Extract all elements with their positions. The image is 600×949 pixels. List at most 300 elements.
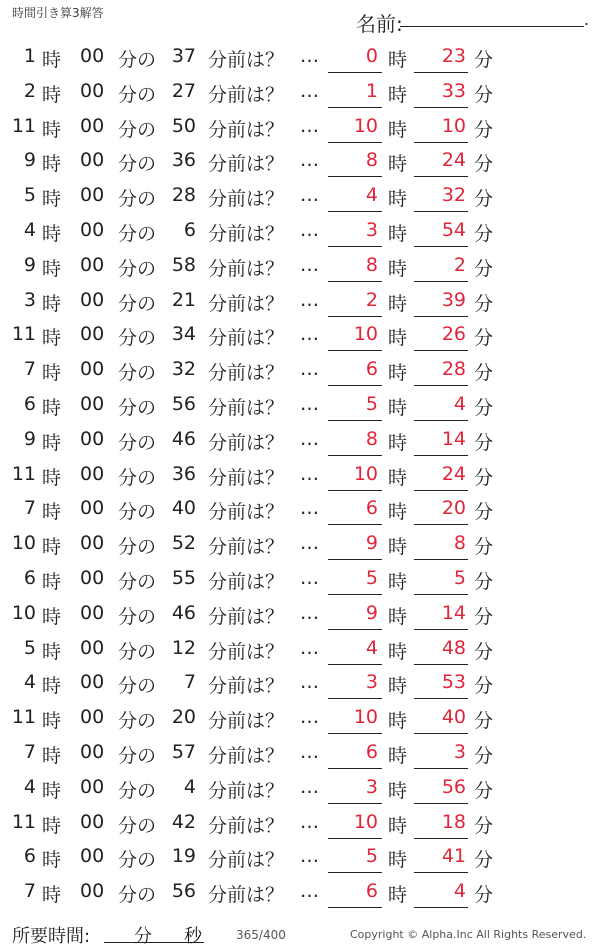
answer-hour-line[interactable]: [328, 142, 382, 143]
answer-minute-line[interactable]: [414, 246, 468, 247]
answer-hour-unit: 時: [388, 292, 408, 315]
minutes-before: 12: [171, 636, 196, 659]
answer-hour-unit: 時: [388, 640, 408, 663]
ellipsis: …: [300, 288, 319, 311]
answer-minute: 33: [441, 79, 466, 102]
ellipsis: …: [300, 392, 319, 415]
answer-hour-unit: 時: [388, 849, 408, 872]
answer-minute-unit: 分: [474, 570, 494, 593]
problem-row: [0, 214, 600, 249]
answer-hour-line[interactable]: [328, 733, 382, 734]
answer-hour-line[interactable]: [328, 246, 382, 247]
answer-minute-unit: 分: [474, 501, 494, 524]
ellipsis: …: [300, 253, 319, 276]
answer-hour: 8: [365, 253, 378, 276]
answer-minute: 14: [441, 601, 466, 624]
minutes-before-label: 分前は？: [208, 744, 285, 767]
answer-hour-unit: 時: [388, 188, 408, 211]
zero-minutes: 00: [80, 601, 105, 624]
minutes-before-label: 分前は？: [208, 222, 285, 245]
ellipsis: …: [300, 218, 319, 241]
ellipsis: …: [300, 79, 319, 102]
answer-hour-unit: 時: [388, 536, 408, 559]
answer-hour-line[interactable]: [328, 490, 382, 491]
problem-row: [0, 736, 600, 771]
minutes-of-label: 分の: [118, 222, 157, 245]
answer-hour: 8: [365, 149, 378, 172]
answer-minute-unit: 分: [474, 188, 494, 211]
problem-row: [0, 318, 600, 353]
answer-minute-unit: 分: [474, 849, 494, 872]
answer-minute: 26: [441, 323, 466, 346]
answer-minute-line[interactable]: [414, 629, 468, 630]
zero-minutes: 00: [80, 636, 105, 659]
answer-hour-line[interactable]: [328, 838, 382, 839]
hour-unit: 時: [42, 257, 62, 280]
problem-row: [0, 40, 600, 75]
minutes-before: 57: [171, 740, 196, 763]
minutes-of-label: 分の: [118, 362, 157, 385]
hour-unit: 時: [42, 222, 62, 245]
zero-minutes: 00: [80, 497, 105, 520]
minutes-before: 36: [171, 462, 196, 485]
zero-minutes: 00: [80, 288, 105, 311]
ellipsis: …: [300, 706, 319, 729]
answer-hour-line[interactable]: [328, 594, 382, 595]
problem-row: [0, 771, 600, 806]
answer-minute: 24: [441, 462, 466, 485]
zero-minutes: 00: [80, 740, 105, 763]
zero-minutes: 00: [80, 671, 105, 694]
problem-row: [0, 527, 600, 562]
zero-minutes: 00: [80, 880, 105, 903]
answer-minute-unit: 分: [474, 675, 494, 698]
minutes-before: 40: [171, 497, 196, 520]
answer-minute: 53: [441, 671, 466, 694]
ellipsis: …: [300, 427, 319, 450]
answer-hour-line[interactable]: [328, 524, 382, 525]
problem-hour: 1: [23, 45, 36, 67]
answer-hour: 3: [365, 775, 378, 798]
problem-hour: 9: [23, 427, 36, 450]
minutes-of-label: 分の: [118, 884, 157, 907]
answer-minute: 18: [441, 810, 466, 833]
minutes-before: 46: [171, 601, 196, 624]
minutes-before: 55: [171, 566, 196, 589]
minutes-of-label: 分の: [118, 675, 157, 698]
answer-hour-line[interactable]: [328, 664, 382, 665]
ellipsis: …: [300, 566, 319, 589]
minutes-of-label: 分の: [118, 570, 157, 593]
answer-hour-unit: 時: [388, 814, 408, 837]
answer-hour-line[interactable]: [328, 872, 382, 873]
answer-hour-line[interactable]: [328, 107, 382, 108]
answer-hour: 6: [365, 358, 378, 381]
answer-minute-unit: 分: [474, 536, 494, 559]
page-number: 365/400: [236, 928, 286, 942]
answer-hour-unit: 時: [388, 222, 408, 245]
problem-row: [0, 144, 600, 179]
answer-minute-line[interactable]: [414, 559, 468, 560]
hour-unit: 時: [42, 779, 62, 802]
answer-hour-unit: 時: [388, 431, 408, 454]
answer-minute: 56: [441, 775, 466, 798]
answer-minute: 48: [441, 636, 466, 659]
answer-minute-line[interactable]: [414, 664, 468, 665]
answer-hour-unit: 時: [388, 49, 408, 71]
minutes-before-label: 分前は？: [208, 849, 285, 872]
problem-row: [0, 284, 600, 319]
hour-unit: 時: [42, 153, 62, 176]
problem-row: [0, 632, 600, 667]
answer-hour: 5: [365, 392, 378, 415]
problem-row: [0, 458, 600, 493]
answer-hour-unit: 時: [388, 744, 408, 767]
answer-minute: 23: [441, 45, 466, 67]
minutes-before: 32: [171, 358, 196, 381]
answer-hour: 6: [365, 880, 378, 903]
answer-minute: 4: [453, 880, 466, 903]
zero-minutes: 00: [80, 845, 105, 868]
hour-unit: 時: [42, 118, 62, 141]
answer-hour-unit: 時: [388, 396, 408, 419]
zero-minutes: 00: [80, 114, 105, 137]
minutes-before: 56: [171, 880, 196, 903]
problem-row: [0, 75, 600, 110]
problem-hour: 11: [11, 706, 36, 729]
answer-hour: 4: [365, 184, 378, 207]
answer-hour-line[interactable]: [328, 907, 382, 908]
hour-unit: 時: [42, 501, 62, 524]
answer-hour-line[interactable]: [328, 420, 382, 421]
zero-minutes: 00: [80, 149, 105, 172]
answer-minute: 10: [441, 114, 466, 137]
answer-hour-unit: 時: [388, 570, 408, 593]
zero-minutes: 00: [80, 532, 105, 555]
zero-minutes: 00: [80, 392, 105, 415]
answer-minute: 28: [441, 358, 466, 381]
answer-minute-unit: 分: [474, 362, 494, 385]
answer-minute-line[interactable]: [414, 490, 468, 491]
time-required-label: 所要時間:: [12, 926, 91, 947]
answer-minute-line[interactable]: [414, 350, 468, 351]
answer-hour-unit: 時: [388, 779, 408, 802]
problem-row: [0, 875, 600, 910]
minutes-of-label: 分の: [118, 396, 157, 419]
minutes-of-label: 分の: [118, 466, 157, 489]
minutes-before: 56: [171, 392, 196, 415]
answer-hour-unit: 時: [388, 153, 408, 176]
answer-hour-line[interactable]: [328, 72, 382, 73]
hour-unit: 時: [42, 327, 62, 350]
hour-unit: 時: [42, 536, 62, 559]
ellipsis: …: [300, 636, 319, 659]
minutes-before-label: 分前は？: [208, 431, 285, 454]
hour-unit: 時: [42, 396, 62, 419]
minutes-before-label: 分前は？: [208, 675, 285, 698]
ellipsis: …: [300, 462, 319, 485]
minutes-before: 34: [171, 323, 196, 346]
problem-row: [0, 840, 600, 875]
minutes-of-label: 分の: [118, 327, 157, 350]
answer-hour-unit: 時: [388, 605, 408, 628]
problem-hour: 6: [23, 566, 36, 589]
answer-minute-unit: 分: [474, 814, 494, 837]
answer-minute: 54: [441, 218, 466, 241]
answer-minute: 5: [453, 566, 466, 589]
ellipsis: …: [300, 740, 319, 763]
minutes-before: 21: [171, 288, 196, 311]
answer-minute-line[interactable]: [414, 142, 468, 143]
answer-hour: 10: [353, 323, 378, 346]
answer-minute-line[interactable]: [414, 385, 468, 386]
minutes-before: 50: [171, 114, 196, 137]
minutes-of-label: 分の: [118, 849, 157, 872]
answer-minute-line[interactable]: [414, 420, 468, 421]
answer-hour: 0: [365, 45, 378, 67]
hour-unit: 時: [42, 605, 62, 628]
answer-minute-line[interactable]: [414, 733, 468, 734]
answer-minute-line[interactable]: [414, 768, 468, 769]
problem-hour: 10: [11, 532, 36, 555]
ellipsis: …: [300, 149, 319, 172]
hour-unit: 時: [42, 675, 62, 698]
answer-hour-unit: 時: [388, 327, 408, 350]
problem-row: [0, 701, 600, 736]
problem-row: [0, 353, 600, 388]
minutes-before-label: 分前は？: [208, 83, 285, 106]
ellipsis: …: [300, 323, 319, 346]
answer-minute-unit: 分: [474, 222, 494, 245]
minutes-before-label: 分前は？: [208, 49, 285, 71]
answer-minute-unit: 分: [474, 153, 494, 176]
answer-minute: 32: [441, 184, 466, 207]
answer-minute-line[interactable]: [414, 107, 468, 108]
name-field-line[interactable]: [400, 26, 584, 27]
answer-minute: 24: [441, 149, 466, 172]
answer-minute-unit: 分: [474, 640, 494, 663]
hour-unit: 時: [42, 431, 62, 454]
answer-minute-unit: 分: [474, 431, 494, 454]
hour-unit: 時: [42, 83, 62, 106]
problem-hour: 10: [11, 601, 36, 624]
hour-unit: 時: [42, 570, 62, 593]
answer-hour: 3: [365, 218, 378, 241]
answer-hour-unit: 時: [388, 257, 408, 280]
answer-minute: 39: [441, 288, 466, 311]
minutes-of-label: 分の: [118, 83, 157, 106]
problem-hour: 7: [23, 497, 36, 520]
minutes-before-label: 分前は？: [208, 570, 285, 593]
zero-minutes: 00: [80, 218, 105, 241]
minutes-of-label: 分の: [118, 153, 157, 176]
copyright: Copyright © Alpha.Inc All Rights Reserved.: [350, 928, 587, 941]
answer-hour-line[interactable]: [328, 803, 382, 804]
zero-minutes: 00: [80, 358, 105, 381]
minutes-before-label: 分前は？: [208, 779, 285, 802]
minutes-before-label: 分前は？: [208, 327, 285, 350]
answer-hour-unit: 時: [388, 362, 408, 385]
answer-minute-line[interactable]: [414, 281, 468, 282]
ellipsis: …: [300, 184, 319, 207]
minutes-of-label: 分の: [118, 814, 157, 837]
answer-minute-line[interactable]: [414, 211, 468, 212]
minutes-before: 7: [183, 671, 196, 694]
minutes-before-label: 分前は？: [208, 814, 285, 837]
ellipsis: …: [300, 845, 319, 868]
hour-unit: 時: [42, 188, 62, 211]
problem-hour: 9: [23, 253, 36, 276]
answer-minute-line[interactable]: [414, 594, 468, 595]
answer-hour: 10: [353, 462, 378, 485]
answer-hour: 1: [365, 79, 378, 102]
zero-minutes: 00: [80, 775, 105, 798]
hour-unit: 時: [42, 814, 62, 837]
minutes-before: 27: [171, 79, 196, 102]
answer-minute-unit: 分: [474, 292, 494, 315]
problem-hour: 11: [11, 462, 36, 485]
answer-hour-line[interactable]: [328, 768, 382, 769]
answer-hour-line[interactable]: [328, 559, 382, 560]
answer-hour-line[interactable]: [328, 629, 382, 630]
answer-hour-line[interactable]: [328, 176, 382, 177]
zero-minutes: 00: [80, 706, 105, 729]
minutes-of-label: 分の: [118, 744, 157, 767]
ellipsis: …: [300, 601, 319, 624]
answer-minute: 14: [441, 427, 466, 450]
zero-minutes: 00: [80, 45, 105, 67]
problem-hour: 4: [23, 218, 36, 241]
problem-hour: 4: [23, 671, 36, 694]
answer-hour: 6: [365, 740, 378, 763]
minutes-of-label: 分の: [118, 49, 157, 71]
answer-hour-line[interactable]: [328, 698, 382, 699]
answer-hour-line[interactable]: [328, 385, 382, 386]
hour-unit: 時: [42, 362, 62, 385]
problem-hour: 6: [23, 845, 36, 868]
answer-hour: 10: [353, 114, 378, 137]
problem-row: [0, 110, 600, 145]
ellipsis: …: [300, 532, 319, 555]
hour-unit: 時: [42, 292, 62, 315]
answer-hour-line[interactable]: [328, 350, 382, 351]
minutes-of-label: 分の: [118, 640, 157, 663]
answer-minute-line[interactable]: [414, 524, 468, 525]
answer-hour: 9: [365, 532, 378, 555]
minutes-of-label: 分の: [118, 188, 157, 211]
answer-minute-line[interactable]: [414, 316, 468, 317]
problem-hour: 9: [23, 149, 36, 172]
minutes-before-label: 分前は？: [208, 188, 285, 211]
answer-minute-line[interactable]: [414, 803, 468, 804]
answer-hour: 6: [365, 497, 378, 520]
minutes-before: 52: [171, 532, 196, 555]
answer-hour: 3: [365, 671, 378, 694]
problem-hour: 4: [23, 775, 36, 798]
problem-hour: 7: [23, 880, 36, 903]
answer-minute-unit: 分: [474, 83, 494, 106]
answer-minute: 4: [453, 392, 466, 415]
problem-row: [0, 562, 600, 597]
minutes-before: 19: [171, 845, 196, 868]
problem-hour: 5: [23, 636, 36, 659]
problem-hour: 7: [23, 358, 36, 381]
ellipsis: …: [300, 497, 319, 520]
answer-minute-line[interactable]: [414, 838, 468, 839]
zero-minutes: 00: [80, 79, 105, 102]
answer-minute-line[interactable]: [414, 72, 468, 73]
minutes-before-label: 分前は？: [208, 257, 285, 280]
answer-hour-unit: 時: [388, 466, 408, 489]
ellipsis: …: [300, 671, 319, 694]
answer-hour-unit: 時: [388, 884, 408, 907]
answer-minute-unit: 分: [474, 466, 494, 489]
answer-hour-unit: 時: [388, 83, 408, 106]
problem-row: [0, 492, 600, 527]
answer-minute-unit: 分: [474, 257, 494, 280]
minutes-before: 42: [171, 810, 196, 833]
answer-hour-line[interactable]: [328, 316, 382, 317]
minutes-before-label: 分前は？: [208, 396, 285, 419]
answer-minute: 8: [453, 532, 466, 555]
problem-row: [0, 666, 600, 701]
hour-unit: 時: [42, 710, 62, 733]
minutes-of-label: 分の: [118, 536, 157, 559]
minutes-before-label: 分前は？: [208, 884, 285, 907]
problem-hour: 5: [23, 184, 36, 207]
hour-unit: 時: [42, 466, 62, 489]
answer-hour: 8: [365, 427, 378, 450]
answer-minute-line[interactable]: [414, 907, 468, 908]
hour-unit: 時: [42, 884, 62, 907]
answer-minute-line[interactable]: [414, 872, 468, 873]
answer-hour-line[interactable]: [328, 211, 382, 212]
problem-hour: 11: [11, 114, 36, 137]
minutes-of-label: 分の: [118, 710, 157, 733]
answer-minute-line[interactable]: [414, 176, 468, 177]
minutes-before-label: 分前は？: [208, 710, 285, 733]
minutes-of-label: 分の: [118, 501, 157, 524]
problem-row: [0, 423, 600, 458]
minutes-before: 58: [171, 253, 196, 276]
problem-list: [0, 40, 600, 910]
answer-hour-line[interactable]: [328, 281, 382, 282]
hour-unit: 時: [42, 49, 62, 71]
zero-minutes: 00: [80, 462, 105, 485]
answer-hour: 10: [353, 706, 378, 729]
answer-hour-line[interactable]: [328, 455, 382, 456]
answer-minute-unit: 分: [474, 49, 494, 71]
zero-minutes: 00: [80, 184, 105, 207]
ellipsis: …: [300, 775, 319, 798]
zero-minutes: 00: [80, 566, 105, 589]
minutes-before: 6: [183, 218, 196, 241]
answer-minute-unit: 分: [474, 779, 494, 802]
answer-minute-line[interactable]: [414, 455, 468, 456]
minutes-before-label: 分前は？: [208, 605, 285, 628]
minutes-before-label: 分前は？: [208, 292, 285, 315]
answer-hour: 4: [365, 636, 378, 659]
answer-minute-line[interactable]: [414, 698, 468, 699]
problem-row: [0, 388, 600, 423]
ellipsis: …: [300, 114, 319, 137]
problem-row: [0, 597, 600, 632]
answer-minute: 2: [453, 253, 466, 276]
minutes-of-label: 分の: [118, 257, 157, 280]
problem-row: [0, 249, 600, 284]
zero-minutes: 00: [80, 253, 105, 276]
answer-hour: 10: [353, 810, 378, 833]
